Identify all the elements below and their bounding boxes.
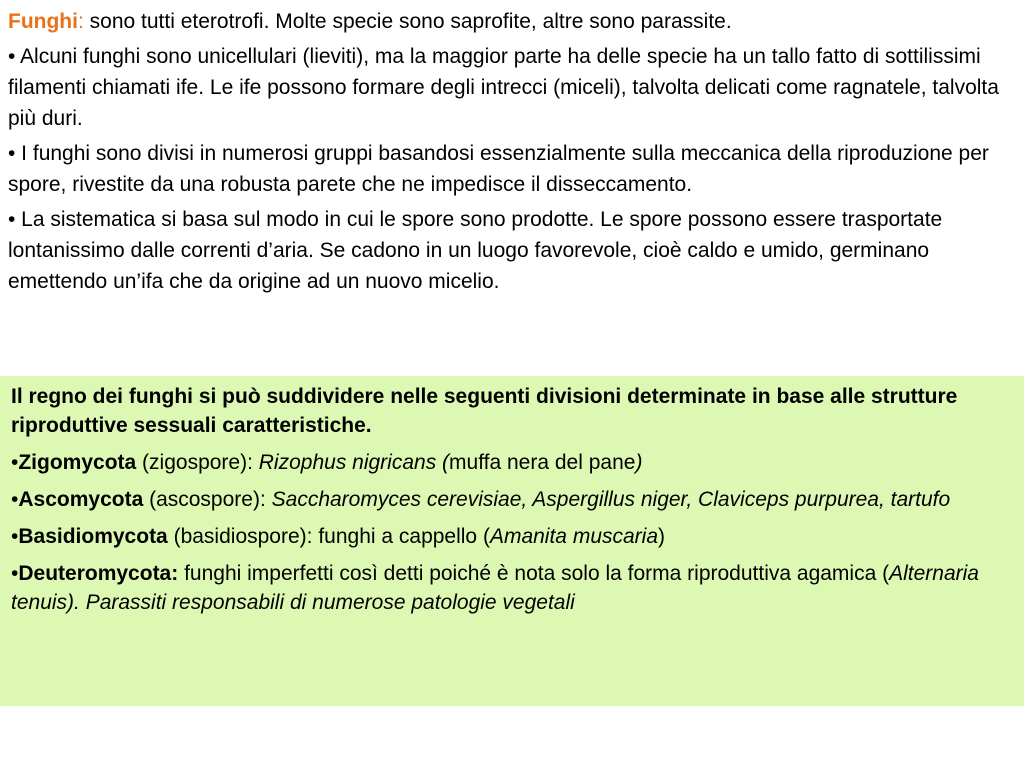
divisions-box — [0, 376, 1024, 706]
funghi-heading-word: Funghi — [8, 10, 78, 33]
bullet-marker: • — [11, 451, 19, 474]
example-species: Amanita muscaria — [489, 525, 659, 548]
bullet-hyphae: • Alcuni funghi sono unicellulari (lieviti), ma la maggior parte ha delle specie ha un tallo fatto di sottilissimi filamenti chiamati ife. Le ife possono formare degli intrecci (miceli), talvolta delicati come ragnatele, talvolta più duri. — [8, 45, 999, 130]
spore-type: (basidiospore): funghi a cappello ( — [167, 525, 490, 548]
example-common-name: muffa nera del pane — [449, 451, 636, 474]
bullet-systematics: • La sistematica si basa sul modo in cui le spore sono prodotte. Le spore possono essere trasportate lontanissimo dalle correnti d’aria. Se cadono in un luogo favorevole, cioè caldo e umido, germinano emettendo un’ifa che da origine ad un nuovo micelio. — [8, 208, 943, 293]
division-description: funghi imperfetti così detti poiché è nota solo la forma riproduttiva agamica ( — [178, 562, 890, 585]
bullet-marker: • — [11, 525, 19, 548]
spore-type: (ascospore): — [143, 488, 272, 511]
intro-paragraph — [8, 6, 1018, 37]
divisions-intro: Il regno dei funghi si può suddividere nelle seguenti divisioni determinate in base alle strutture riproduttive sessuali caratteristiche. — [11, 385, 958, 437]
example-species: Saccharomyces cerevisiae, Aspergillus niger, Claviceps purpurea, tartufo — [271, 488, 951, 511]
intro-text: sono tutti eterotrofi. Molte specie sono saprofite, altre sono parassite. — [83, 10, 732, 33]
division-ascomycota — [11, 485, 1014, 514]
example-species: Rizophus nigricans ( — [258, 451, 450, 474]
spore-type: (zigospore): — [136, 451, 259, 474]
example-close: ) — [658, 525, 666, 548]
funghi-heading-colon: : — [77, 10, 84, 33]
intro-section — [8, 6, 1018, 301]
bullet-marker: • — [11, 488, 19, 511]
division-name: Basidiomycota — [18, 525, 168, 548]
bullet-groups: • I funghi sono divisi in numerosi gruppi basandosi essenzialmente sulla meccanica della riproduzione per spore, rivestite da una robusta parete che ne impedisce il disseccamento. — [8, 142, 989, 196]
division-basidiomycota — [11, 522, 1014, 551]
bullet-marker: • — [11, 562, 19, 585]
division-zygomycota — [11, 448, 1014, 477]
division-deuteromycota — [11, 559, 1014, 617]
example-close: ) — [635, 451, 643, 474]
division-name: Ascomycota — [18, 488, 144, 511]
example-species: Alternaria tenuis). Parassiti responsabili di numerose patologie vegetali — [11, 562, 979, 614]
division-name: Deuteromycota: — [18, 562, 179, 585]
division-name: Zigomycota — [18, 451, 137, 474]
